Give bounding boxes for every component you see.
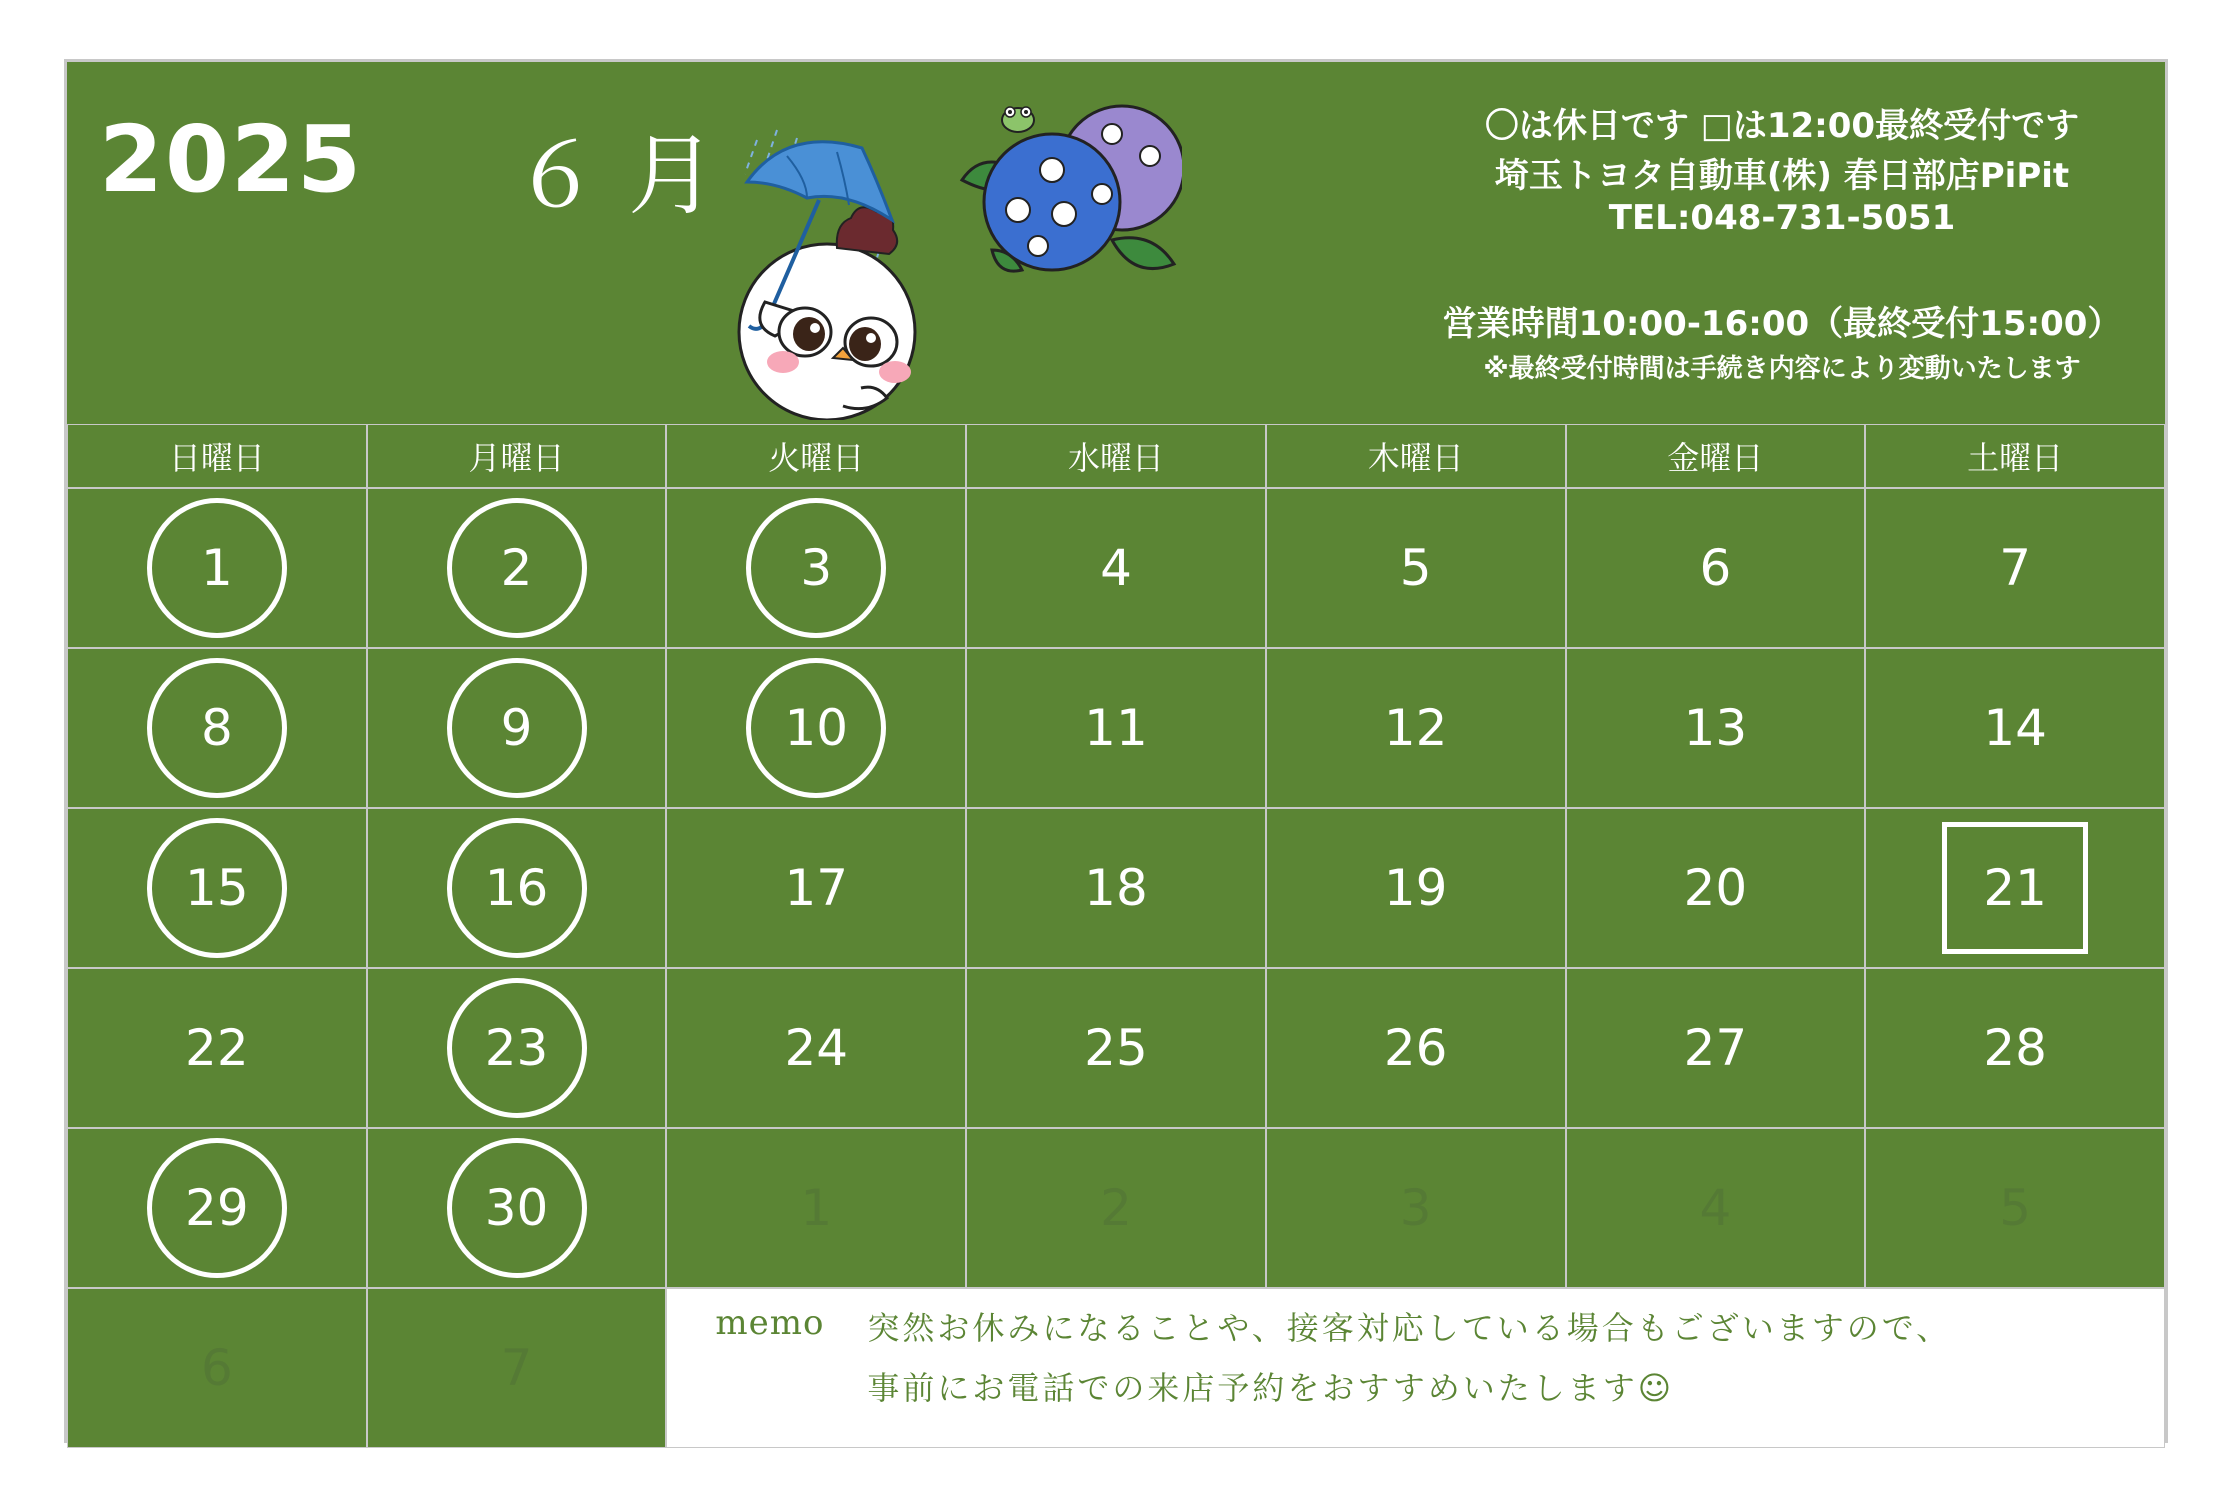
day-cell <box>67 968 367 1128</box>
day-number: 11 <box>1084 699 1148 757</box>
day-number: 30 <box>484 1179 549 1237</box>
store-name: 埼玉トヨタ自動車(株) 春日部店PiPit <box>1494 156 2070 196</box>
day-number: 10 <box>784 699 849 757</box>
day-number: 7 <box>500 1339 533 1397</box>
calendar-grid <box>67 424 2165 1440</box>
day-cell <box>966 488 1266 648</box>
day-cell <box>367 808 667 968</box>
day-cell <box>1865 968 2165 1128</box>
day-number: 9 <box>500 699 533 757</box>
day-number: 28 <box>1983 1019 2047 1077</box>
calendar <box>64 59 2168 1443</box>
day-number: 22 <box>185 1019 249 1077</box>
day-cell <box>1266 488 1566 648</box>
day-cell-next-month <box>666 1128 966 1288</box>
day-cell <box>367 648 667 808</box>
day-cell <box>666 968 966 1128</box>
day-number: 21 <box>1983 859 2047 917</box>
hours-note: ※最終受付時間は手続き内容により変動いたします <box>1483 354 2081 384</box>
day-cell <box>1266 808 1566 968</box>
weekday-header: 火曜日 <box>666 424 966 488</box>
day-number: 20 <box>1683 859 1748 917</box>
day-number: 1 <box>800 1179 833 1237</box>
business-hours: 営業時間10:00-16:00（最終受付15:00） <box>1442 304 2122 344</box>
day-number: 19 <box>1383 859 1448 917</box>
calendar-header <box>67 62 2165 424</box>
day-number: 29 <box>185 1179 249 1237</box>
day-number: 8 <box>200 699 233 757</box>
weekday-header: 日曜日 <box>67 424 367 488</box>
day-number: 17 <box>784 859 849 917</box>
day-number: 18 <box>1084 859 1148 917</box>
day-cell <box>1266 648 1566 808</box>
day-number: 15 <box>185 859 249 917</box>
day-cell <box>666 488 966 648</box>
day-number: 12 <box>1383 699 1448 757</box>
day-number: 13 <box>1683 699 1748 757</box>
day-cell <box>666 648 966 808</box>
day-cell <box>966 648 1266 808</box>
legend-text: 〇は休日です □は12:00最終受付です <box>1484 106 2080 146</box>
day-cell-next-month <box>1266 1128 1566 1288</box>
memo-text-line1: 突然お休みになることや、接客対応している場合もございますので、 <box>867 1309 1952 1347</box>
day-number: 27 <box>1683 1019 1748 1077</box>
weekday-header: 土曜日 <box>1865 424 2165 488</box>
weekday-header: 水曜日 <box>966 424 1266 488</box>
day-cell <box>67 488 367 648</box>
day-cell <box>1865 648 2165 808</box>
day-cell <box>1566 488 1866 648</box>
day-cell <box>1266 968 1566 1128</box>
day-cell <box>666 808 966 968</box>
day-cell <box>1566 648 1866 808</box>
chicken-with-umbrella-illustration <box>687 70 917 420</box>
day-cell <box>1566 808 1866 968</box>
day-number: 4 <box>1699 1179 1732 1237</box>
day-cell-next-month <box>1865 1128 2165 1288</box>
day-number: 23 <box>484 1019 549 1077</box>
day-number: 14 <box>1983 699 2047 757</box>
day-cell <box>1865 488 2165 648</box>
day-number: 6 <box>200 1339 233 1397</box>
phone-number: TEL:048-731-5051 <box>1608 198 1956 238</box>
month-label: ６ 月 <box>512 124 716 227</box>
day-number: 5 <box>1399 539 1432 597</box>
day-number: 2 <box>500 539 533 597</box>
day-number: 3 <box>800 539 833 597</box>
weekday-header: 月曜日 <box>367 424 667 488</box>
day-number: 25 <box>1084 1019 1148 1077</box>
day-cell <box>67 648 367 808</box>
day-number: 16 <box>484 859 549 917</box>
day-cell-next-month <box>367 1288 667 1448</box>
weekday-header: 金曜日 <box>1566 424 1866 488</box>
day-cell <box>1865 808 2165 968</box>
day-cell <box>367 1128 667 1288</box>
weekday-header: 木曜日 <box>1266 424 1566 488</box>
day-number: 4 <box>1100 539 1132 597</box>
day-cell <box>966 968 1266 1128</box>
day-cell-next-month <box>67 1288 367 1448</box>
day-number: 6 <box>1699 539 1732 597</box>
day-cell-next-month <box>1566 1128 1866 1288</box>
day-number: 3 <box>1399 1179 1432 1237</box>
year-label: 2025 <box>99 106 364 213</box>
day-number: 26 <box>1383 1019 1448 1077</box>
day-number: 1 <box>200 539 233 597</box>
day-cell <box>367 968 667 1128</box>
day-cell <box>367 488 667 648</box>
memo-text-line2: 事前にお電話での来店予約をおすすめいたします☺ <box>867 1369 1675 1407</box>
memo-box <box>666 1288 2165 1448</box>
day-cell <box>1566 968 1866 1128</box>
day-number: 24 <box>784 1019 849 1077</box>
day-cell-next-month <box>966 1128 1266 1288</box>
day-cell <box>67 808 367 968</box>
hydrangea-with-frog-illustration <box>952 90 1182 280</box>
day-cell <box>67 1128 367 1288</box>
day-cell <box>966 808 1266 968</box>
day-number: 2 <box>1100 1179 1132 1237</box>
memo-label: memo <box>715 1303 825 1343</box>
day-number: 5 <box>1999 1179 2032 1237</box>
day-number: 7 <box>1999 539 2032 597</box>
